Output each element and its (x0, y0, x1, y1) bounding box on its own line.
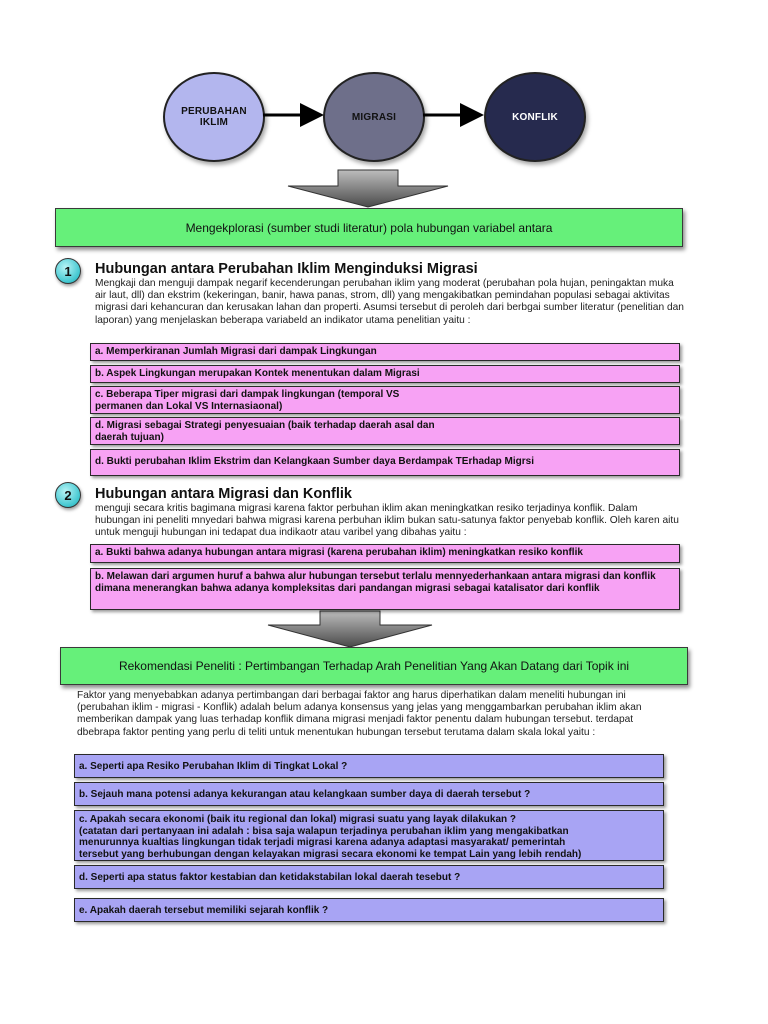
explore-title-box (55, 208, 683, 247)
recommend-item-b: b. Sejauh mana potensi adanya kekurangan atau kelangkaan sumber daya di daerah tersebut ? (74, 782, 664, 806)
section1-item-c: c. Beberapa Tiper migrasi dari dampak lingkungan (temporal VS permanen dan Lokal VS Internasiaonal) (90, 386, 680, 414)
down-arrow-top (288, 170, 448, 207)
recommend-title: Rekomendasi Peneliti : Pertimbangan Terhadap Arah Penelitian Yang Akan Datang dari Topik ini (118, 659, 630, 673)
explore-title: Mengekplorasi (sumber studi literatur) pola hubungan variabel antara (185, 220, 553, 235)
section1-title: Hubungan antara Perubahan Iklim Menginduksi Migrasi (95, 261, 478, 277)
section1-item-b: b. Aspek Lingkungan merupakan Kontek menentukan dalam Migrasi (90, 365, 680, 383)
node-konflik: KONFLIK (484, 72, 586, 162)
section1-number-badge: 1 (55, 258, 81, 284)
recommend-item-e: e. Apakah daerah tersebut memiliki sejarah konflik ? (74, 898, 664, 922)
node-migrasi: MIGRASI (323, 72, 425, 162)
section2-number-badge: 2 (55, 482, 81, 508)
recommend-item-a: a. Seperti apa Resiko Perubahan Iklim di Tingkat Lokal ? (74, 754, 664, 778)
section1-item-d: d. Migrasi sebagai Strategi penyesuaian (baik terhadap daerah asal dan daerah tujuan) (90, 417, 680, 445)
section2-item-b: b. Melawan dari argumen huruf a bahwa alur hubungan tersebut terlalu mennyederhankaan antara migrasi dan konflik dimana menerangkan bahwa adanya kompleksitas dari pandangan migrasi sebagai katalisator dari konflik (90, 568, 680, 610)
section2-item-a: a. Bukti bahwa adanya hubungan antara migrasi (karena perubahan iklim) meningkatkan resiko konflik (90, 544, 680, 563)
down-arrow-middle (268, 611, 432, 647)
section2-body: menguji secara kritis bagimana migrasi karena faktor perbuhan iklim akan meningkatkan resiko terjadinya konflik. Dalam hubungan ini peneliti mnyedari bahwa migrasi karena perbuhan iklim bukan satu-satunya faktor penyebab konflik. Oleh karen aitu untuk menguji hubungan ini tedapat dua indikaotr atau varibel yang dibahas yaitu : (95, 503, 679, 539)
recommend-body: Faktor yang menyebabkan adanya pertimbangan dari berbagai faktor ang harus diperhatikan dalam meneliti hubungan ini (perubahan iklim - migrasi - Konflik) adalah belum adanya konsensus yang jelas yang menggambarkan perubahan iklim akan memberikan dampak yang luas terhadap konflik dimana migrasi menjadi faktor penentu dalam hubungan tersebut. terdapat dbebrapa faktor penting yang perlu di teliti untuk menentukan hubungan tersebut terutama dalam skala lokal yaitu : (77, 690, 642, 738)
section1-body: Mengkaji dan menguji dampak negarif kecenderungan perubahan iklim yang moderat (perubahan pola hujan, peningaktan muka air laut, dll) dan ekstrim (kekeringan, banir, hawa panas, strom, dll) yang mengakibatkan pemindahan populasi sebagai aktivitas migrasi dari kehancuran dan kerusakan lahan dan properti. Asumsi tersebut di peroleh dari berbgai sumber literatur (penelitian dan laporan) yang menjelaskan beberapa variabeld an indikator utama penelitian yaitu : (95, 278, 684, 326)
section1-item-e: d. Bukti perubahan Iklim Ekstrim dan Kelangkaan Sumber daya Berdampak TErhadap Migrsi (90, 449, 680, 476)
recommend-item-c: c. Apakah secara ekonomi (baik itu regional dan lokal) migrasi suatu yang layak dilakukan ? (catatan dari pertanyaan ini adalah : bisa saja walapun terjadinya perubahan iklim yang mengakibatkan menurunnya kualtias lingkungan tidak terjadi migrasi karena adanya adaptasi masyarakat/ pemerintah tersebut yang berhubungan dengan kelayakan migrasi secara ekonomi ke tempat Lain yang lebih rendah) (74, 810, 664, 861)
section2-title: Hubungan antara Migrasi dan Konflik (95, 486, 352, 502)
recommend-title-box (60, 647, 688, 685)
recommend-item-d: d. Seperti apa status faktor kestabian dan ketidakstabilan lokal daerah tesebut ? (74, 865, 664, 889)
node-perubahan-iklim: PERUBAHAN IKLIM (163, 72, 265, 162)
section1-item-a: a. Memperkiranan Jumlah Migrasi dari dampak Lingkungan (90, 343, 680, 361)
